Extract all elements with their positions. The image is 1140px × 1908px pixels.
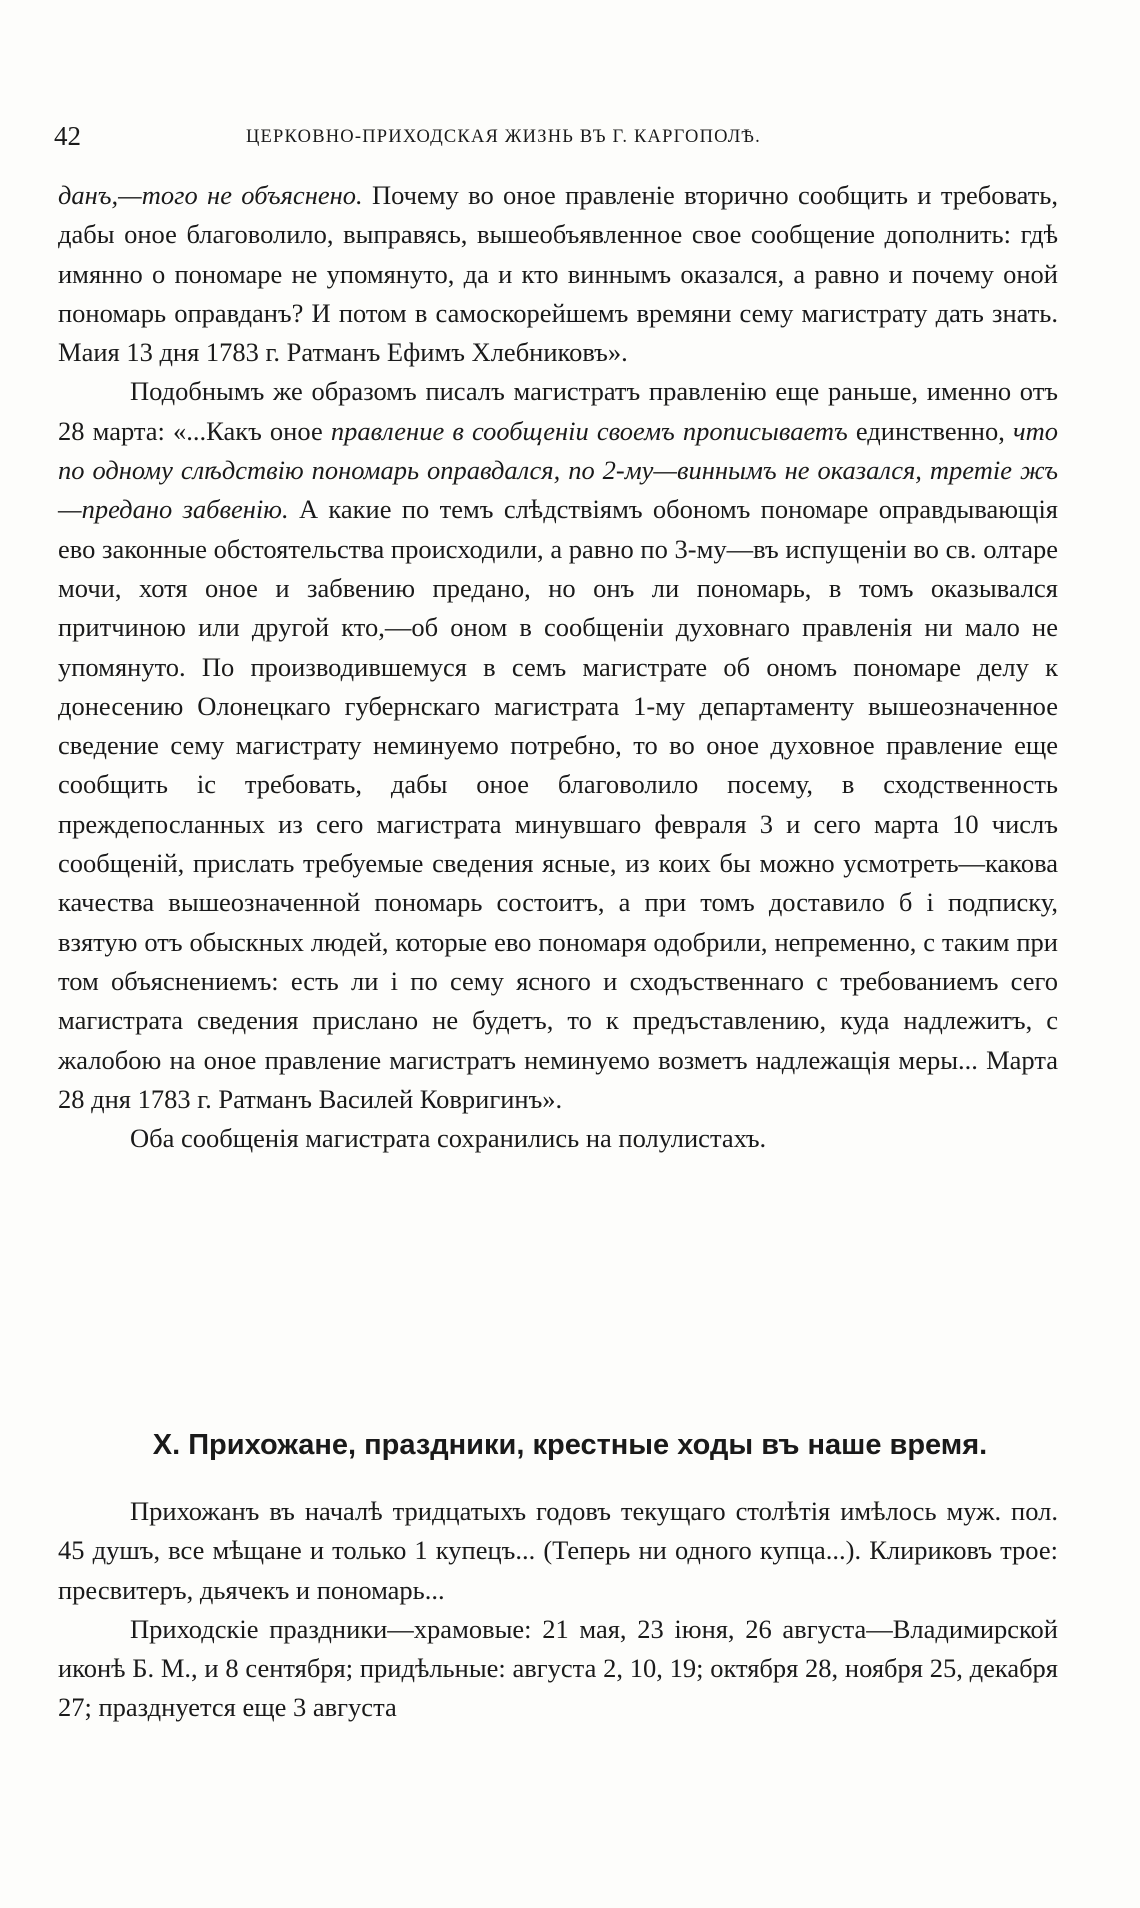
paragraph-1-italic: данъ,—того не объяснено. [58,180,363,210]
section-heading: X. Прихожане, праздники, крестные ходы въ наше время. [152,1429,988,1461]
paragraph-2 [58,372,1058,1119]
section-text [58,1492,1058,1728]
paragraph-1 [58,176,1058,372]
paragraph-2-text-b: единственно, [847,415,1013,446]
page-number: 42 [54,121,81,151]
paragraph-2-italic-b: что по одному слѣдствію пономарь оправдался, по 2-му—виннымъ не оказался, третіе жъ—предано забвенію. [58,415,1058,525]
paragraph-2-text-c: А какие по темъ слѣдствіямъ обономъ пономаре оправдывающія ево законные обстоятельства происходили, а равно по 3-му—въ испущеніи во св. олтаре мочи, хотя оное и забвению предано, но онъ ли пономарь, в томъ оказывался притчиною или другой кто,—об оном в сообщеніи духовнаго правленія ни мало не упомянуто. По производившемуся в семъ магистрате об ономъ пономаре делу к донесению Олонецкаго губернскаго магистрата 1-му департаменту вышеозначенное сведение сему магистрату неминуемо потребно, то во оное духовное правление еще сообщить іс требовать, дабы оное благоволило посему, в сходственность преждепосланных из сего магистрата минувшаго февраля 3 и сего марта 10 числъ сообщеній, прислать требуемые сведения ясные, из коих бы можно усмотреть—какова качества вышеозначенной пономарь состоитъ, а при томъ доставило б і подписку, взятую отъ обыскных людей, которые ево пономаря одобрили, непременно, с таким при том объяснениемъ: есть ли і по сему ясного и сходъственнаго с требованиемъ сего магистрата сведения прислано не будетъ, то к предъставлению, куда надлежитъ, с жалобою на оное правление магистратъ неминуемо возметъ надлежащія меры... Марта 28 дня 1783 г. Ратманъ Василей Ковригинъ». [58,494,1058,1114]
paragraph-3: Оба сообщенія магистрата сохранились на полулистахъ. [130,1123,767,1154]
paragraph-1-text: Почему во оное правленіе вторично сообщить и требовать, дабы оное благоволило, выправясь, вышеобъявленное свое сообщение дополнить: гдѣ имянно о пономаре не упомянуто, да и кто виннымъ оказался, а равно и почему оной пономарь оправданъ? И потом в самоскорейшемъ времяни сему магистрату дать знать. Маия 13 дня 1783 г. Ратманъ Ефимъ Хлебниковъ». [58,180,1058,368]
main-text [58,176,1058,1158]
section-paragraph-1: Прихожанъ въ началѣ тридцатыхъ годовъ текущаго столѣтія имѣлось муж. пол. 45 душъ, все мѣщане и только 1 купецъ... (Теперь ни одного купца...). Клириковъ трое: пресвитеръ, дьячекъ и пономарь... [58,1496,1058,1605]
running-title: ЦЕРКОВНО-ПРИХОДСКАЯ ЖИЗНЬ ВЪ Г. КАРГОПОЛѢ. [246,127,761,147]
paragraph-2-text-a: Подобнымъ же образомъ писалъ магистратъ правленію еще раньше, именно отъ 28 марта: «...Какъ оное [58,376,1058,446]
section-paragraph-2: Приходскіе праздники—храмовые: 21 мая, 23 іюня, 26 августа—Владимирской иконѣ Б. М., и 8 сентября; придѣльные: августа 2, 10, 19; октября 28, ноября 25, декабря 27; празднуется еще 3 августа [58,1613,1058,1723]
paragraph-2-italic-a: правление в сообщеніи своемъ прописываетъ [330,415,848,446]
running-head [54,120,1054,152]
